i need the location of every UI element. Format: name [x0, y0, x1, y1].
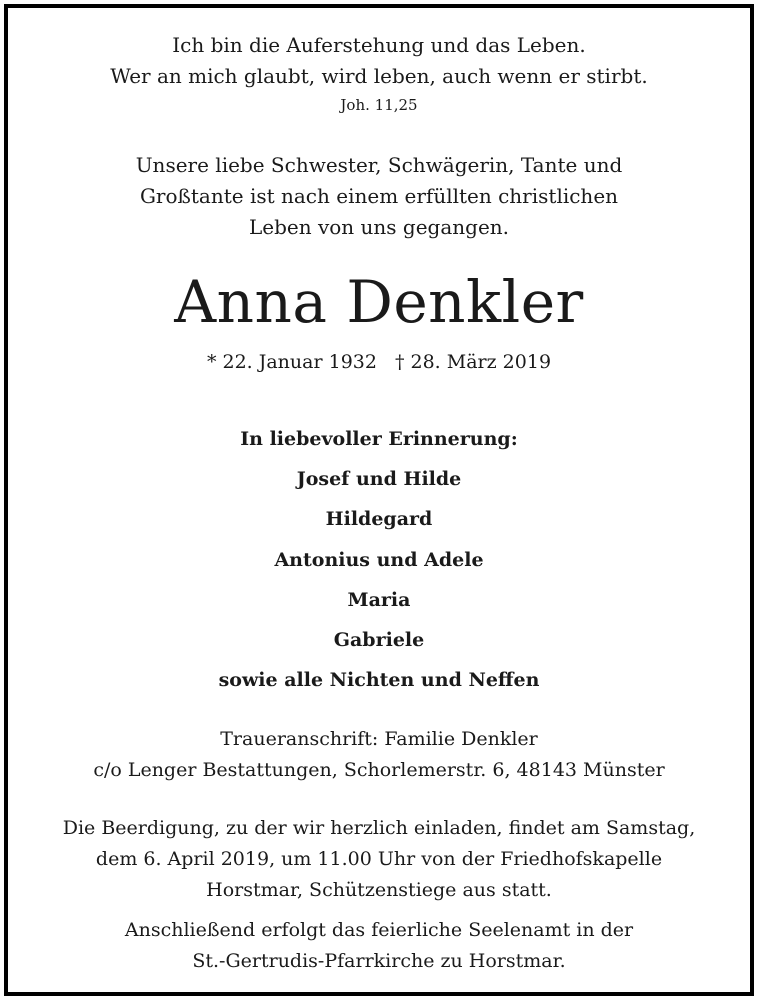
- death-date: † 28. März 2019: [394, 351, 552, 373]
- obituary-notice: [4, 4, 754, 996]
- mourner-item: Maria: [347, 588, 411, 611]
- birth-date: * 22. Januar 1932: [206, 351, 377, 373]
- funeral-line-3: Horstmar, Schützenstiege aus statt.: [206, 879, 552, 901]
- mourner-item: Hildegard: [325, 508, 433, 531]
- mourner-item: sowie alle Nichten und Neffen: [218, 669, 540, 692]
- verse-reference: Joh. 11,25: [340, 96, 418, 114]
- mourners-list: [8, 419, 750, 700]
- funeral-line-2: dem 6. April 2019, um 11.00 Uhr von der Friedhofskapelle: [95, 848, 663, 870]
- address-line-1: Traueranschrift: Familie Denkler: [220, 728, 538, 750]
- mourning-address: [8, 724, 750, 786]
- mourner-item: Gabriele: [333, 629, 425, 652]
- funeral-info: [8, 813, 750, 906]
- verse-line-2: Wer an mich glaubt, wird leben, auch wenn er stirbt.: [110, 64, 648, 88]
- funeral-line-1: Die Beerdigung, zu der wir herzlich einladen, findet am Samstag,: [62, 817, 696, 839]
- mass-line-2: St.-Gertrudis-Pfarrkirche zu Horstmar.: [192, 950, 566, 972]
- life-dates: [8, 348, 750, 376]
- requiem-mass-info: [8, 915, 750, 977]
- intro-line-3: Leben von uns gegangen.: [248, 215, 510, 239]
- verse-line-1: Ich bin die Auferstehung und das Leben.: [172, 33, 586, 57]
- intro-line-2: Großtante ist nach einem erfüllten christlichen: [139, 184, 619, 208]
- intro-text: [8, 150, 750, 243]
- mass-line-1: Anschließend erfolgt das feierliche Seelenamt in der: [124, 919, 634, 941]
- deceased-name: Anna Denkler: [174, 268, 584, 336]
- address-line-2: c/o Lenger Bestattungen, Schorlemerstr. 6, 48143 Münster: [93, 759, 665, 781]
- mourner-item: Josef und Hilde: [296, 468, 462, 491]
- memory-heading: In liebevoller Erinnerung:: [240, 428, 518, 450]
- mourner-item: Antonius und Adele: [274, 548, 484, 571]
- bible-verse: [8, 30, 750, 92]
- intro-line-1: Unsere liebe Schwester, Schwägerin, Tante und: [135, 153, 623, 177]
